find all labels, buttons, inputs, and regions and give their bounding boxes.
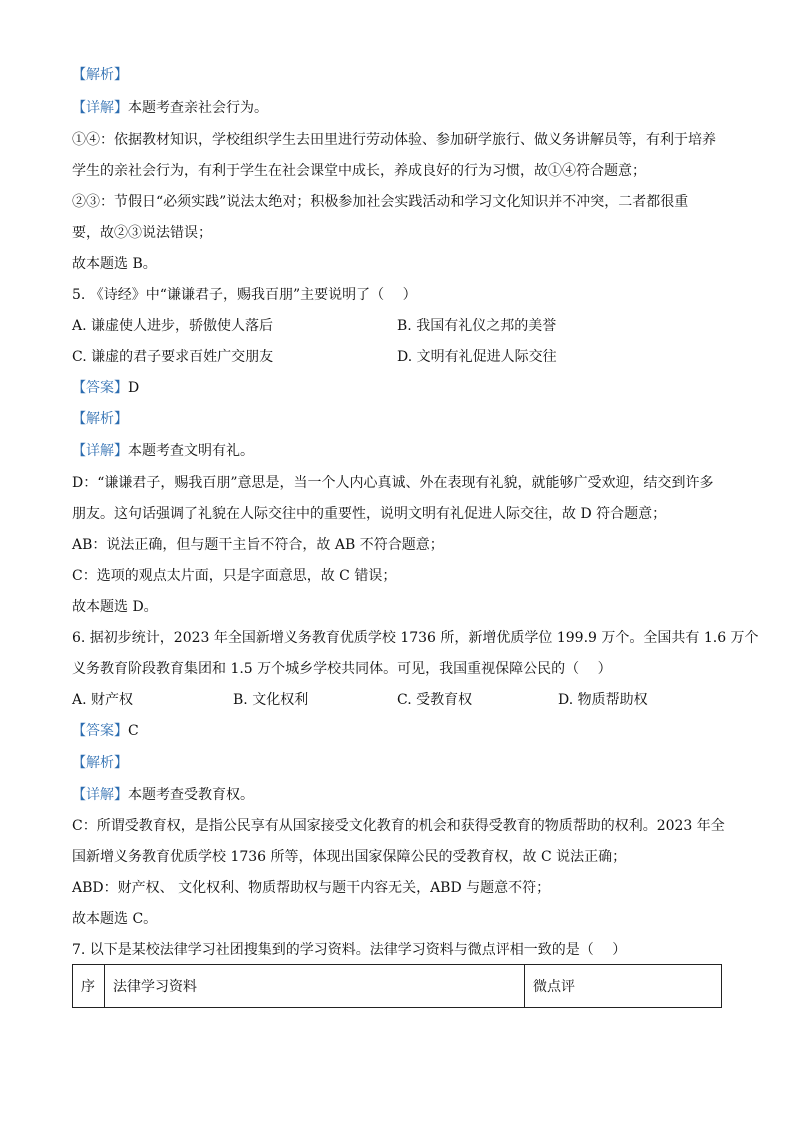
q6-answer-line [72,722,139,740]
table-header-cell: 序 [73,965,105,1008]
q6-option-a: A. 财产权 [72,692,134,708]
q4-explanation-line: ②③：节假日“必须实践”说法太绝对；积极参加社会实践活动和学习文化知识并不冲突，二者都很重 [72,194,689,210]
q6-explanation-line: 国新增义务教育优质学校 1736 所等，体现出国家保障公民的受教育权，故 C 说法正确； [72,849,627,865]
q4-explanation-line: 学生的亲社会行为，有利于学生在社会课堂中成长，养成良好的行为习惯，故①④符合题意； [72,163,646,179]
q5-analysis-tag: 【解析】 [72,411,128,427]
q5-option-a: A. 谦虚使人进步，骄傲使人落后 [72,318,274,334]
q5-option-c: C. 谦虚的君子要求百姓广交朋友 [72,349,274,365]
q5-stem: 5. 《诗经》中“谦谦君子，赐我百朋”主要说明了（ ） [72,287,417,303]
q6-answer: C [128,723,139,739]
q6-option-b: B. 文化权利 [233,692,309,708]
q5-answer-tag: 【答案】 [72,380,128,396]
q7-stem: 7. 以下是某校法律学习社团搜集到的学习资料。法律学习资料与微点评相一致的是（ ） [72,942,627,958]
q6-explanation-line: C：所谓受教育权，是指公民享有从国家接受文化教育的机会和获得受教育的物质帮助的权利。2023 年全 [72,818,725,834]
q5-detail-tag: 【详解】 [72,443,128,459]
q4-detail-tag: 【详解】 [72,100,128,116]
q6-answer-tag: 【答案】 [72,723,128,739]
q7-table [72,964,722,1008]
q5-answer: D [128,380,140,396]
q5-detail-intro: 本题考查文明有礼。 [128,443,254,459]
q5-answer-line [72,379,139,397]
q6-option-c: C. 受教育权 [397,692,473,708]
q5-option-b: B. 我国有礼仪之邦的美誉 [397,318,557,334]
q4-conclusion: 故本题选 B。 [72,256,157,272]
q6-stem-line: 义务教育阶段教育集团和 1.5 万个城乡学校共同体。可见，我国重视保障公民的（ ） [72,661,612,677]
q4-analysis-tag: 【解析】 [72,67,128,83]
q5-conclusion: 故本题选 D。 [72,599,158,615]
q6-explanation-line: ABD：财产权、 文化权利、物质帮助权与题干内容无关，ABD 与题意不符； [72,880,551,896]
q6-analysis-tag: 【解析】 [72,755,128,771]
table-header-row [73,965,722,1008]
table-header-cell: 微点评 [525,965,722,1008]
q6-detail-tag: 【详解】 [72,787,128,803]
q6-detail-intro: 本题考查受教育权。 [128,787,254,803]
q6-conclusion: 故本题选 C。 [72,911,158,927]
q5-option-d: D. 文明有礼促进人际交往 [397,349,557,365]
q6-option-d: D. 物质帮助权 [558,692,648,708]
q6-stem-line: 6. 据初步统计，2023 年全国新增义务教育优质学校 1736 所，新增优质学位 199.9 万个。全国共有 1.6 万个 [72,630,759,646]
q5-explanation-line: 朋友。这句话强调了礼貌在人际交往中的重要性，说明文明有礼促进人际交往，故 D 符合题意； [72,506,667,522]
q4-detail-intro: 本题考查亲社会行为。 [128,100,268,116]
q5-explanation-line: AB：说法正确，但与题干主旨不符合，故 AB 不符合题意； [72,537,444,553]
q5-explanation-line: D：“谦谦君子，赐我百朋”意思是，当一个人内心真诚、外在表现有礼貌，就能够广受欢迎，结交到许多 [72,475,714,491]
q5-explanation-line: C：选项的观点太片面，只是字面意思，故 C 错误； [72,568,397,584]
q6-detail-line [72,786,254,804]
table-header-cell: 法律学习资料 [105,965,525,1008]
q4-explanation-line: ①④：依据教材知识，学校组织学生去田里进行劳动体验、参加研学旅行、做义务讲解员等，有利于培养 [72,132,716,148]
q4-detail-line [72,99,268,117]
q4-explanation-line: 要，故②③说法错误； [72,225,212,241]
q5-detail-line [72,442,254,460]
